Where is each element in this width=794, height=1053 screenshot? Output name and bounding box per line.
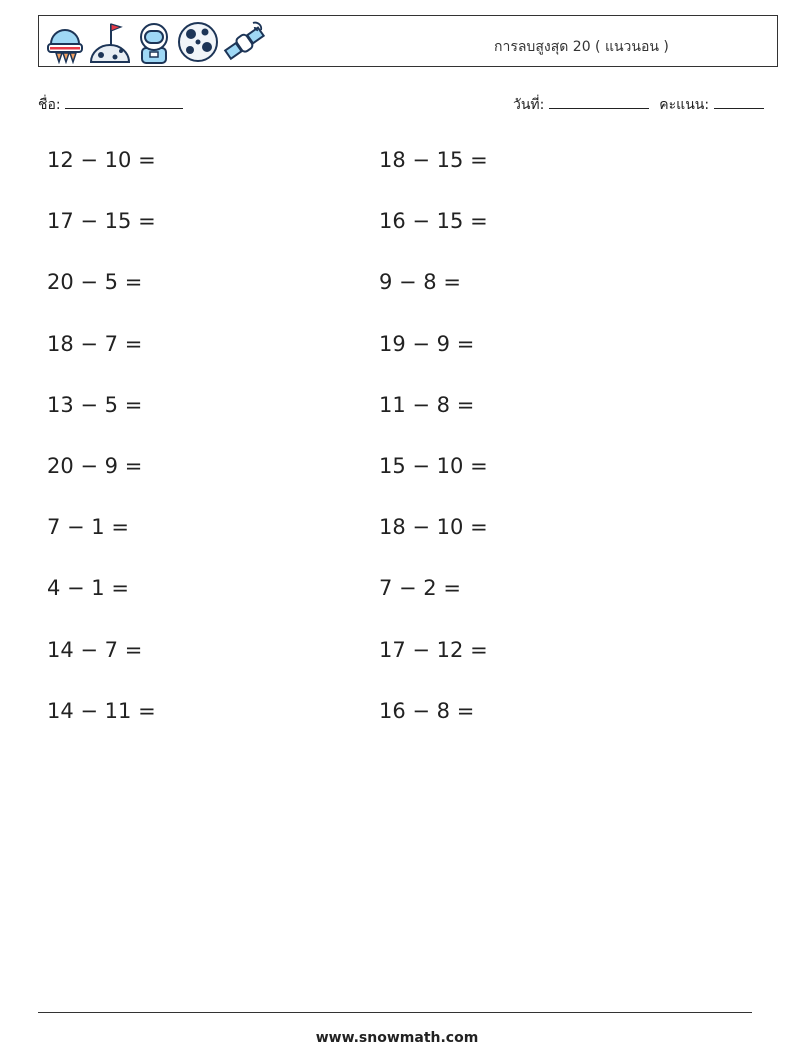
worksheet-title: การลบสูงสุด 20 ( แนวนอน ) <box>494 39 669 55</box>
score-label: คะแนน: <box>659 97 710 113</box>
date-label: วันที่: <box>513 97 545 113</box>
problem-right-9: 17 − 12 = <box>379 637 488 662</box>
worksheet-header <box>38 15 778 67</box>
name-field <box>38 94 183 116</box>
problem-left-8: 4 − 1 = <box>47 576 129 601</box>
name-blank[interactable] <box>65 94 183 109</box>
name-label: ชื่อ: <box>38 97 61 113</box>
score-blank[interactable] <box>714 94 764 109</box>
problem-right-5: 11 − 8 = <box>379 392 475 417</box>
problem-left-1: 12 − 10 = <box>47 148 156 172</box>
footer-divider <box>38 1012 752 1013</box>
problem-right-1: 18 − 15 = <box>379 148 488 172</box>
problem-left-10: 14 − 11 = <box>47 698 156 723</box>
problem-left-5: 13 − 5 = <box>47 392 143 417</box>
problem-left-4: 18 − 7 = <box>47 331 143 356</box>
problem-left-7: 7 − 1 = <box>47 515 129 540</box>
satellite-icon <box>223 20 267 64</box>
date-score-fields <box>513 94 764 116</box>
problem-right-4: 19 − 9 = <box>379 331 475 356</box>
date-blank[interactable] <box>549 94 649 109</box>
problem-left-6: 20 − 9 = <box>47 454 143 478</box>
problem-right-8: 7 − 2 = <box>379 576 461 601</box>
problem-right-2: 16 − 15 = <box>379 209 488 234</box>
problem-left-9: 14 − 7 = <box>47 637 143 662</box>
problem-left-2: 17 − 15 = <box>47 209 156 234</box>
ufo-icon <box>45 20 85 64</box>
planet-icon <box>177 20 219 64</box>
problem-left-3: 20 − 5 = <box>47 270 143 295</box>
footer-url: www.snowmath.com <box>315 1030 479 1046</box>
problem-right-7: 18 − 10 = <box>379 515 488 540</box>
problem-right-3: 9 − 8 = <box>379 270 461 295</box>
astronaut-icon <box>135 20 173 64</box>
problem-right-10: 16 − 8 = <box>379 698 475 723</box>
moon-flag-icon <box>89 20 131 64</box>
header-icons <box>45 20 267 64</box>
problem-right-6: 15 − 10 = <box>379 454 488 478</box>
